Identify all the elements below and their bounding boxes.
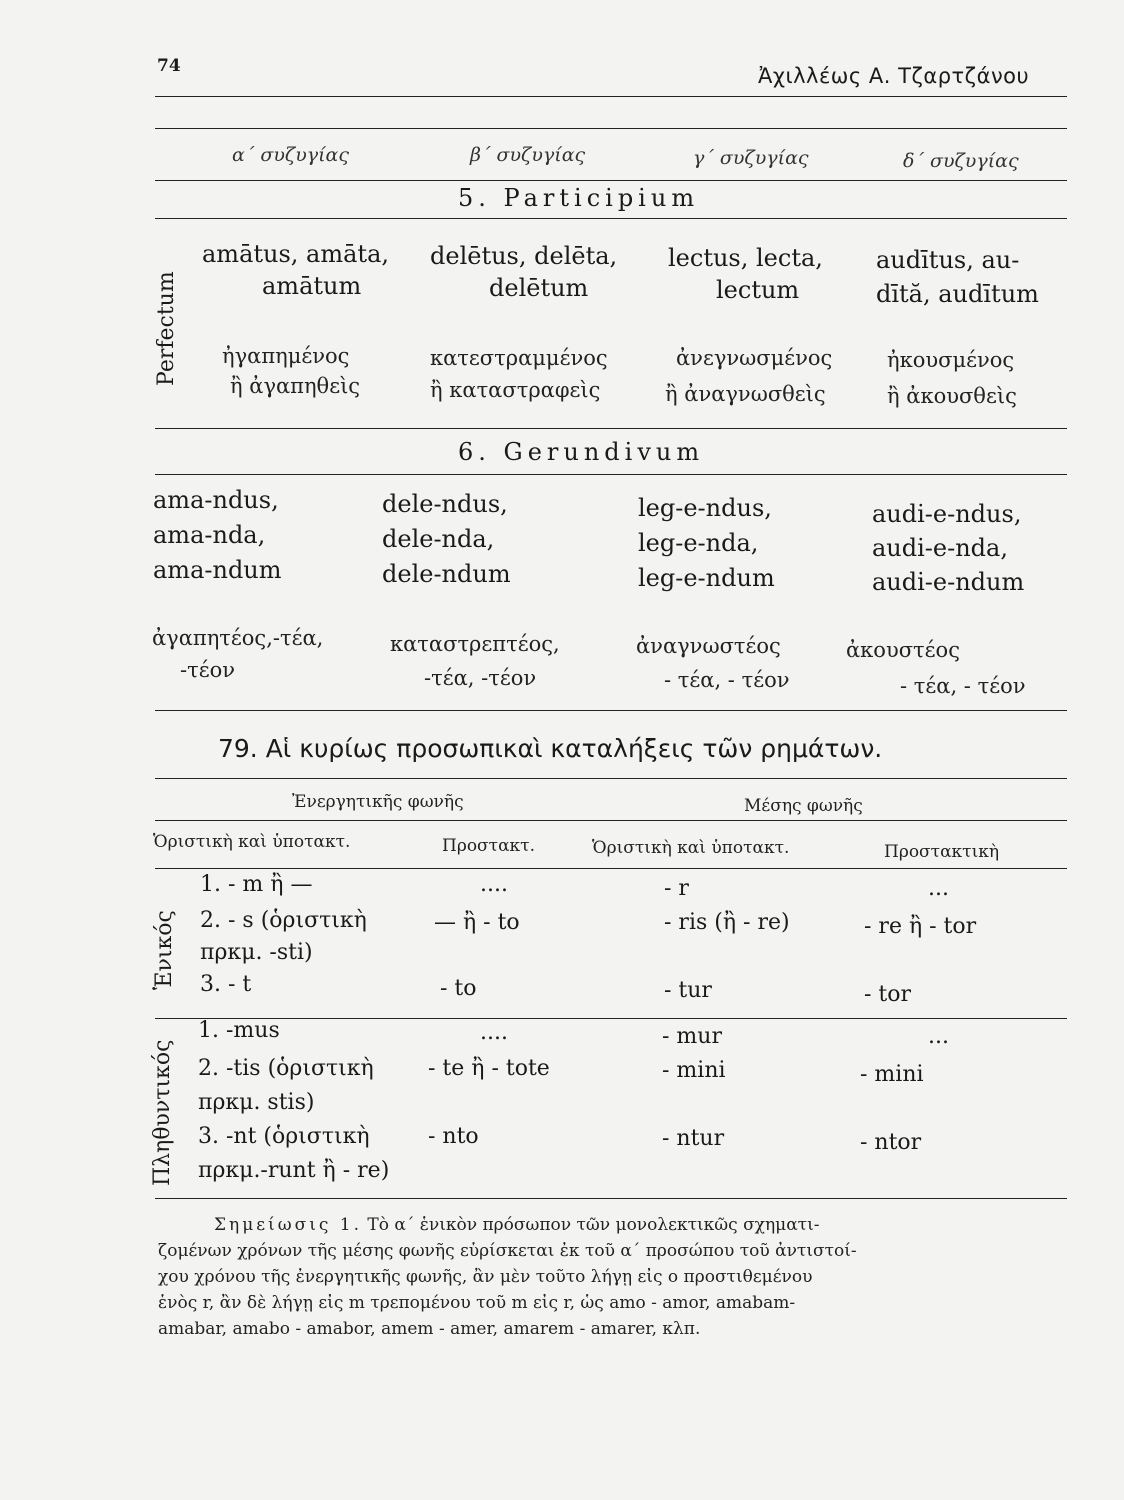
rule	[155, 1198, 1067, 1199]
singular-active-imp-2: — ἢ - to	[434, 910, 520, 935]
singular-active-imp-1: ....	[480, 872, 508, 897]
gerundivum-greek-2a: καταστρεπτέος,	[390, 632, 560, 656]
singular-middle-imp-1: ...	[928, 876, 949, 901]
gerundivum-latin-2a: dele-ndus,	[382, 490, 508, 518]
participium-latin-3a: lectus, lecta,	[668, 244, 823, 272]
page-number: 74	[157, 56, 181, 76]
col-header-active-indicative: Ὁριστικὴ καὶ ὑποτακτ.	[153, 832, 351, 852]
plural-active-imp-3: - nto	[428, 1124, 479, 1149]
singular-middle-ind-3: - tur	[664, 978, 712, 1003]
singular-active-imp-3: - to	[440, 976, 477, 1001]
plural-active-ind-2: 2. -tis (ὁριστικὴ	[198, 1056, 374, 1081]
rule	[155, 1018, 1067, 1019]
plural-active-ind-1: 1. -mus	[198, 1018, 280, 1043]
participium-latin-1b: amātum	[262, 272, 362, 300]
note-line-4: ἑνὸς r, ἂν δὲ λήγῃ εἰς m τρεπομένου τοῦ m εἰς r, ὡς amo - amor, amabam-	[158, 1293, 796, 1313]
participium-greek-1a: ἠγαπημένος	[222, 344, 350, 368]
gerundivum-latin-4c: audi-e-ndum	[872, 568, 1025, 596]
plural-active-imp-2: - te ἢ - tote	[428, 1056, 550, 1081]
singular-active-ind-3: 3. - t	[200, 972, 252, 997]
gerundivum-latin-3a: leg-e-ndus,	[638, 494, 772, 522]
singular-middle-imp-3: - tor	[864, 982, 912, 1007]
rule	[155, 868, 1067, 869]
gerundivum-greek-1b: -τέον	[180, 658, 236, 682]
gerundivum-latin-2c: dele-ndum	[382, 560, 511, 588]
participium-greek-2a: κατεστραμμένος	[430, 346, 608, 370]
participium-greek-3b: ἢ ἀναγνωσθεὶς	[665, 382, 826, 406]
plural-middle-ind-2: - mini	[662, 1058, 726, 1083]
singular-middle-ind-1: - r	[664, 876, 689, 901]
singular-middle-ind-2: - ris (ἢ - re)	[664, 910, 790, 935]
rule	[155, 128, 1067, 129]
rule	[155, 428, 1067, 429]
participium-latin-4a: audītus, au-	[876, 246, 1020, 274]
participium-greek-1b: ἢ ἀγαπηθεὶς	[230, 374, 361, 398]
conjugation-header-3: γ΄ συζυγίας	[693, 147, 809, 169]
plural-middle-imp-3: - ntor	[860, 1130, 922, 1155]
note-line-1-text: Τὸ α΄ ἑνικὸν πρόσωπον τῶν μονολεκτικῶς σχηματι-	[367, 1215, 820, 1235]
note-paragraph	[158, 1212, 1058, 1342]
plural-active-ind-3: 3. -nt (ὁριστικὴ	[198, 1124, 370, 1149]
participium-greek-2b: ἢ καταστραφεὶς	[430, 378, 601, 402]
participium-latin-3b: lectum	[716, 276, 800, 304]
note-label: Σημείωσις 1.	[214, 1215, 363, 1235]
plural-active-ind-3b: πρκμ.-runt ἢ - re)	[198, 1158, 390, 1183]
gerundivum-greek-1a: ἀγαπητέος,-τέα,	[152, 626, 324, 650]
rule	[155, 218, 1067, 219]
gerundivum-greek-3b: - τέα, - τέον	[664, 668, 790, 692]
gerundivum-latin-1a: ama-ndus,	[153, 486, 279, 514]
header-rule	[155, 96, 1067, 97]
gerundivum-latin-3c: leg-e-ndum	[638, 564, 775, 592]
gerundivum-greek-4b: - τέα, - τέον	[900, 674, 1026, 698]
participium-latin-4b: dītă, audītum	[876, 280, 1039, 308]
gerundivum-latin-3b: leg-e-nda,	[638, 529, 759, 557]
conjugation-header-1: α΄ συζυγίας	[232, 144, 350, 166]
running-header-author: Ἀχιλλέως Α. Τζαρτζάνου	[758, 64, 1030, 88]
gerundivum-greek-3a: ἀναγνωστέος	[636, 634, 781, 658]
rule	[155, 180, 1067, 181]
conjugation-header-2: β΄ συζυγίας	[470, 144, 586, 166]
gerundivum-greek-4a: ἀκουστέος	[846, 638, 960, 662]
rule	[155, 474, 1067, 475]
note-line-5: amabar, amabo - amabor, amem - amer, amarem - amarer, κλπ.	[158, 1319, 701, 1339]
section-title-participium: 5. Participium	[458, 184, 700, 212]
note-line-1	[158, 1212, 1058, 1238]
gerundivum-latin-2b: dele-nda,	[382, 525, 495, 553]
voice-middle-header: Μέσης φωνῆς	[744, 796, 863, 816]
plural-active-imp-1: ....	[480, 1020, 508, 1045]
plural-active-ind-2b: πρκμ. stis)	[198, 1090, 315, 1115]
side-label-perfectum: Perfectum	[154, 271, 179, 386]
gerundivum-greek-2b: -τέα, -τέον	[424, 666, 537, 690]
singular-active-ind-1: 1. - m ἢ —	[200, 872, 313, 897]
side-label-plural: Πληθυντικός	[150, 1039, 175, 1186]
participium-greek-4b: ἢ ἀκουσθεὶς	[887, 384, 1017, 408]
plural-middle-imp-1: ...	[928, 1024, 949, 1049]
plural-middle-imp-2: - mini	[860, 1062, 924, 1087]
singular-active-ind-2b: πρκμ. -sti)	[200, 940, 313, 965]
note-line-2: ζομένων χρόνων τῆς μέσης φωνῆς εὑρίσκεται ἐκ τοῦ α΄ προσώπου τοῦ ἀντιστοί-	[158, 1241, 857, 1261]
conjugation-header-4: δ΄ συζυγίας	[903, 150, 1019, 172]
participium-greek-3a: ἀνεγνωσμένος	[676, 346, 833, 370]
plural-middle-ind-3: - ntur	[662, 1126, 725, 1151]
gerundivum-latin-4a: audi-e-ndus,	[872, 500, 1022, 528]
rule	[155, 710, 1067, 711]
gerundivum-latin-1c: ama-ndum	[153, 556, 282, 584]
side-label-singular: Ἑνικός	[152, 910, 177, 990]
participium-latin-2a: delētus, delēta,	[430, 242, 618, 270]
participium-latin-1a: amātus, amāta,	[202, 240, 390, 268]
plural-middle-ind-1: - mur	[662, 1024, 722, 1049]
section-79-title: 79. Αἱ κυρίως προσωπικαὶ καταλήξεις τῶν ρημάτων.	[218, 734, 883, 763]
col-header-active-imperative: Προστακτ.	[442, 836, 535, 856]
col-header-middle-imperative: Προστακτικὴ	[884, 842, 1000, 862]
singular-middle-imp-2: - re ἢ - tor	[864, 914, 977, 939]
gerundivum-latin-1b: ama-nda,	[153, 521, 266, 549]
participium-greek-4a: ἠκουσμένος	[887, 348, 1015, 372]
rule	[155, 778, 1067, 779]
note-line-3: χου χρόνου τῆς ἐνεργητικῆς φωνῆς, ἂν μὲν τοῦτο λήγῃ εἰς o προστιθεμένου	[158, 1267, 813, 1287]
section-title-gerundivum: 6. Gerundivum	[458, 438, 705, 466]
voice-active-header: Ἐνεργητικῆς φωνῆς	[292, 792, 464, 812]
rule	[155, 820, 1067, 821]
gerundivum-latin-4b: audi-e-nda,	[872, 534, 1008, 562]
participium-latin-2b: delētum	[489, 274, 589, 302]
col-header-middle-indicative: Ὁριστικὴ καὶ ὑποτακτ.	[592, 838, 790, 858]
singular-active-ind-2: 2. - s (ὁριστικὴ	[200, 908, 367, 933]
